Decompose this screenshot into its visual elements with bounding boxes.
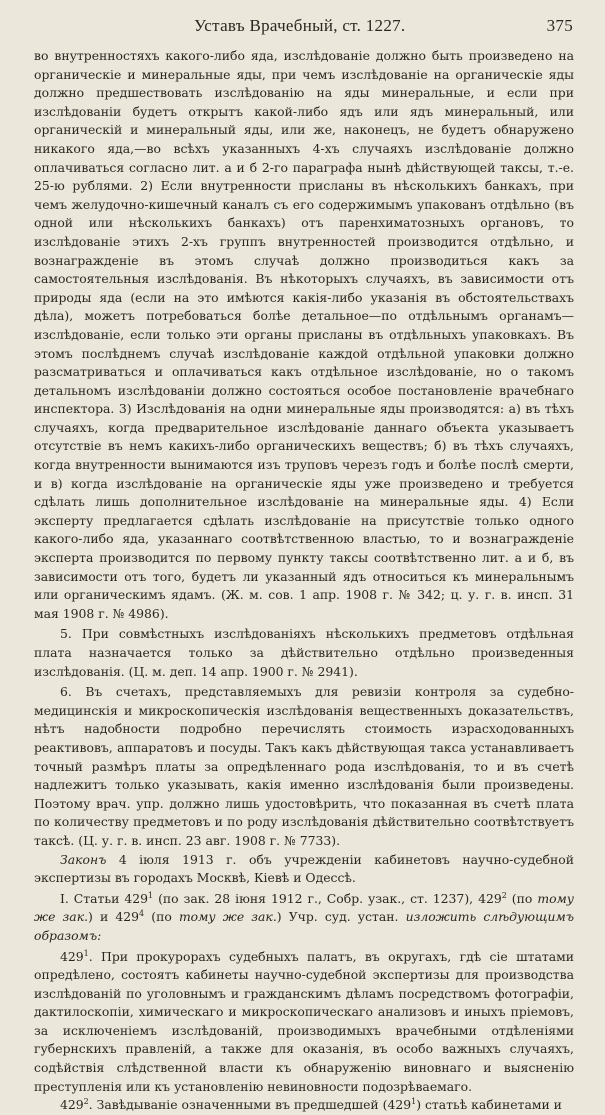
page-body xyxy=(34,47,574,1115)
paragraph-6: 6. Въ счетахъ, представляемыхъ для ревизіи контроля за судебно-медицинскія и микроскопическія изслѣдованія вещественныхъ доказательствъ, нѣтъ надобности подробно перечислять стоимость израсходованныхъ реактивовъ, аппаратовъ и посуды. Такъ какъ дѣйствующая такса устанавливаетъ точный размѣръ платы за опредѣленнаго рода изслѣдованія, то и въ счетѣ надлежитъ только указывать, какія именно изслѣдованія были произведены. Поэтому врач. упр. должно лишь удостовѣрить, что показанная въ счетѣ плата по количеству предметовъ и по роду изслѣдованія дѣйствительно соотвѣтствуетъ таксѣ. (Ц. у. г. в. инсп. 23 авг. 1908 г. № 7733). xyxy=(34,684,574,848)
article-429-1: $429^1$. При прокурорахъ судебныхъ палатъ, въ округахъ, гдѣ сіе штатами опредѣлено, состоятъ кабинеты научно-судебной экспертизы для производства изслѣдованій по уголовнымъ и гражданскимъ дѣламъ посредствомъ фотографіи, дактилоскопіи, химическаго и микроскопическаго анализовъ и иныхъ пріемовъ, за исключеніемъ изслѣдованій, производимыхъ врачебными отдѣленіями губернскихъ правленій, а также для оказанія, въ особо важныхъ случаяхъ, содѣйствія слѣдственной власти къ обнаруженію виновнаго и выясненію преступленія или къ установленію невиновности подозрѣваемаго. xyxy=(34,948,574,1094)
law-title: 4 іюля 1913 г. объ учрежденіи кабинетовъ научно-судебной экспертизы въ городахъ Москвѣ, Кіевѣ и Одессѣ. xyxy=(34,851,574,886)
article-429-2: $429^2$. Завѣдываніе означенными въ предшедшей $(429^1)$ статьѣ кабинетами и xyxy=(60,1097,562,1113)
law-lead: Законъ xyxy=(60,851,107,867)
running-title: Уставъ Врачебный, ст. 1227. xyxy=(194,16,406,35)
law-heading xyxy=(34,851,574,888)
page-number: 375 xyxy=(546,16,573,35)
paragraph-continuation: во внутренностяхъ какого-либо яда, изслѣдованіе должно быть произведено на органическіе и минеральные яды, при чемъ изслѣдованіе на органическіе яды должно предшествовать изслѣдованію на яды минеральные, и если при изслѣдованіи будетъ открытъ какой-либо ядъ или ядъ минеральный, или органическій и минеральный яды, или же, наконецъ, не будетъ обнаружено никакого яда,—во всѣхъ указанныхъ 4-хъ случаяхъ изслѣдованіе должно оплачиваться согласно лит. а и б 2-го параграфа нынѣ дѣйствующей таксы, т.-е. 25-ю рублями. 2) Если внутренности присланы въ нѣсколькихъ банкахъ, при чемъ желудочно-кишечный каналъ съ его содержимымъ упакованъ отдѣльно (въ одной или нѣсколькихъ банкахъ) отъ паренхиматозныхъ органовъ, то изслѣдованіе этихъ 2-хъ группъ внутренностей производится отдѣльно, и вознагражденіе въ этомъ случаѣ должно производиться какъ за самостоятельныя изслѣдованія. Въ нѣкоторыхъ случаяхъ, въ зависимости отъ природы яда (если на это имѣются какія-либо указанія въ обстоятельствахъ дѣла), можетъ потребоваться болѣе детальное—по отдѣльнымъ органамъ—изслѣдованіе, если только эти органы присланы въ отдѣльныхъ упаковкахъ. Въ этомъ послѣднемъ случаѣ изслѣдованіе каждой отдѣльной упаковки должно разсматриваться и оплачиваться какъ отдѣльное изслѣдованіе, но о такомъ детальномъ изслѣдованіи должно состояться особое постановленіе врачебнаго инспектора. 3) Изслѣдованія на одни минеральные яды производятся: а) въ тѣхъ случаяхъ, когда предварительное изслѣдованіе даннаго объекта указываетъ отсутствіе въ немъ какихъ-либо органическихъ веществъ; б) въ тѣхъ случаяхъ, когда внутренности вынимаются изъ труповъ черезъ годъ и болѣе послѣ смерти, и в) когда изслѣдованіе на органическіе яды уже произведено и требуется сдѣлать лишь дополнительное изслѣдованіе на минеральные яды. 4) Если эксперту предлагается сдѣлать изслѣдованіе на присутствіе только одного какого-либо яда, указаннаго соотвѣтственною властью, то и вознагражденіе эксперта производится по первому пункту таксы соотвѣтственно лит. а и б, въ зависимости отъ того, будетъ ли указанный ядъ относиться къ минеральнымъ или органическимъ ядамъ. (Ж. м. сов. 1 апр. 1908 г. № 342; ц. у. г. в. инсп. 31 мая 1908 г. № 4986). xyxy=(34,48,574,621)
running-header xyxy=(34,14,573,40)
paragraph-5: 5. При совмѣстныхъ изслѣдованіяхъ нѣсколькихъ предметовъ отдѣльная плата назначается только за дѣйствительно отдѣльно произведенныя изслѣдованія. (Ц. м. деп. 14 апр. 1900 г. № 2941). xyxy=(34,626,574,679)
article-amendment: I. Статьи $429^1$ (по зак. 28 іюня 1912 г., Собр. узак., ст. 1237), $429^2$ (по тому же зак.) и $429^4$ (по тому же зак.) Учр. суд. устан. изложить слѣдующимъ образомъ: xyxy=(34,890,574,943)
